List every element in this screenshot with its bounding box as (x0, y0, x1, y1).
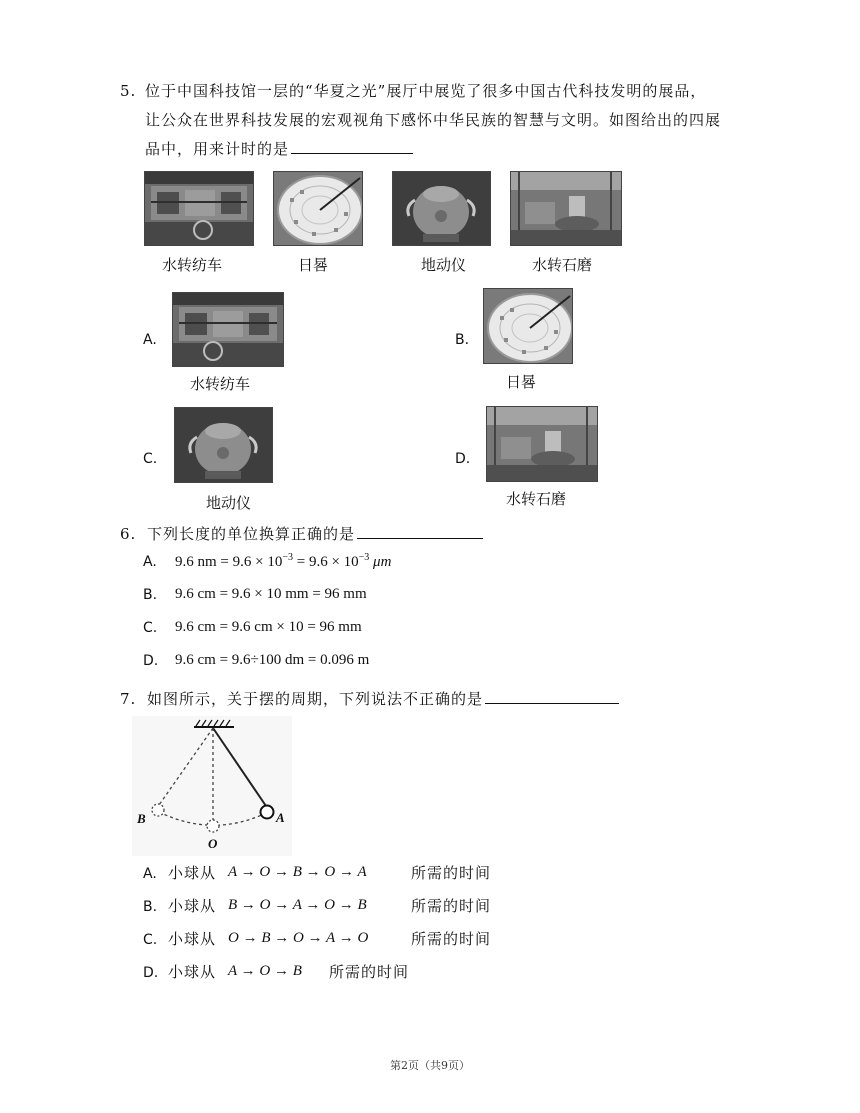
q7-option-b-suffix: 所需的时间 (411, 897, 492, 915)
q6-option-c-text: 9.6 cm = 9.6 cm × 10 = 96 mm (175, 619, 362, 635)
q7-option-d-suffix: 所需的时间 (329, 963, 410, 981)
q6-option-a-exp1: −3 (282, 552, 293, 563)
q5-line-3 (145, 137, 413, 161)
q5-number: 5. (120, 82, 137, 100)
q6-option-a-unit: μm (369, 554, 392, 570)
q5-option-a-caption: 水转纺车 (190, 375, 251, 393)
water-millstone-photo (510, 171, 622, 246)
answer-blank (291, 137, 413, 154)
q6-option-d-text: 9.6 cm = 9.6÷100 dm = 0.096 m (175, 652, 370, 668)
option-b-sundial-photo[interactable] (483, 288, 573, 364)
q6-option-a-part2: = 9.6 × 10 (292, 554, 359, 570)
q6-stem: 下列长度的单位换算正确的是 (147, 525, 356, 543)
q6-option-a-exp2: −3 (358, 552, 370, 563)
q5-option-a-letter: A. (143, 332, 157, 348)
q6-option-d-letter: D. (143, 653, 159, 669)
q6-option-a-text (175, 552, 391, 571)
q6-option-a-letter: A. (143, 554, 157, 570)
q5-option-b-letter: B. (455, 332, 470, 348)
q6-option-b-text: 9.6 cm = 9.6 × 10 mm = 96 mm (175, 586, 367, 602)
q7-stem: 如图所示，关于摆的周期，下列说法不正确的是 (147, 690, 484, 708)
sundial-photo (273, 171, 363, 246)
q6-number: 6. (120, 525, 137, 543)
photo-caption-1: 水转纺车 (162, 256, 223, 274)
q7-option-b-letter: B. (143, 899, 158, 915)
option-c-seismograph-photo[interactable] (174, 407, 273, 483)
photo-caption-4: 水转石磨 (532, 256, 593, 274)
q7-option-c-prefix: 小球从 (168, 930, 217, 948)
water-spinning-wheel-photo (144, 171, 254, 246)
q5-line-3-text: 品中，用来计时的是 (145, 140, 290, 158)
answer-blank (357, 522, 483, 539)
photo-caption-3: 地动仪 (421, 256, 467, 274)
q7-option-b-prefix: 小球从 (168, 897, 217, 915)
label-b: B (137, 811, 146, 826)
q5-option-d-letter: D. (455, 451, 471, 467)
q7-option-d-path: A → O → B (228, 963, 302, 979)
option-a-water-spinning-wheel-photo[interactable] (172, 292, 284, 367)
q5-option-b-caption: 日晷 (506, 373, 537, 391)
q5-option-d-caption: 水转石磨 (506, 490, 567, 508)
q7-option-a-path: A → O → B → O → A (228, 864, 367, 880)
option-d-water-millstone-photo[interactable] (486, 406, 598, 482)
seismograph-photo (392, 171, 491, 246)
q6-stem-line (147, 522, 483, 546)
q5-option-c-letter: C. (143, 451, 158, 467)
photo-caption-2: 日晷 (298, 256, 329, 274)
q6-option-b-letter: B. (143, 587, 158, 603)
q7-option-c-letter: C. (143, 932, 158, 948)
q7-option-a-prefix: 小球从 (168, 864, 217, 882)
q7-option-d-prefix: 小球从 (168, 963, 217, 981)
q5-line-1: 位于中国科技馆一层的“华夏之光”展厅中展览了很多中国古代科技发明的展品， (145, 82, 707, 100)
q5-option-c-caption: 地动仪 (206, 494, 252, 512)
q6-option-c-letter: C. (143, 620, 158, 636)
q7-option-c-path: O → B → O → A → O (228, 930, 369, 946)
answer-blank (485, 687, 619, 704)
q5-line-2: 让公众在世界科技发展的宏观视角下感怀中华民族的智慧与文明。如图给出的四展 (145, 111, 722, 129)
q7-number: 7. (120, 690, 137, 708)
pendulum-diagram (132, 716, 292, 856)
page-footer: 第2页（共9页） (390, 1059, 470, 1072)
label-a: A (276, 810, 285, 825)
q7-stem-line (147, 687, 619, 711)
q7-option-b-path: B → O → A → O → B (228, 897, 367, 913)
label-o: O (208, 836, 218, 851)
q7-option-a-letter: A. (143, 866, 157, 882)
q7-option-d-letter: D. (143, 965, 159, 981)
q7-option-a-suffix: 所需的时间 (411, 864, 492, 882)
q6-option-a-part1: 9.6 nm = 9.6 × 10 (175, 554, 283, 570)
q7-option-c-suffix: 所需的时间 (411, 930, 492, 948)
